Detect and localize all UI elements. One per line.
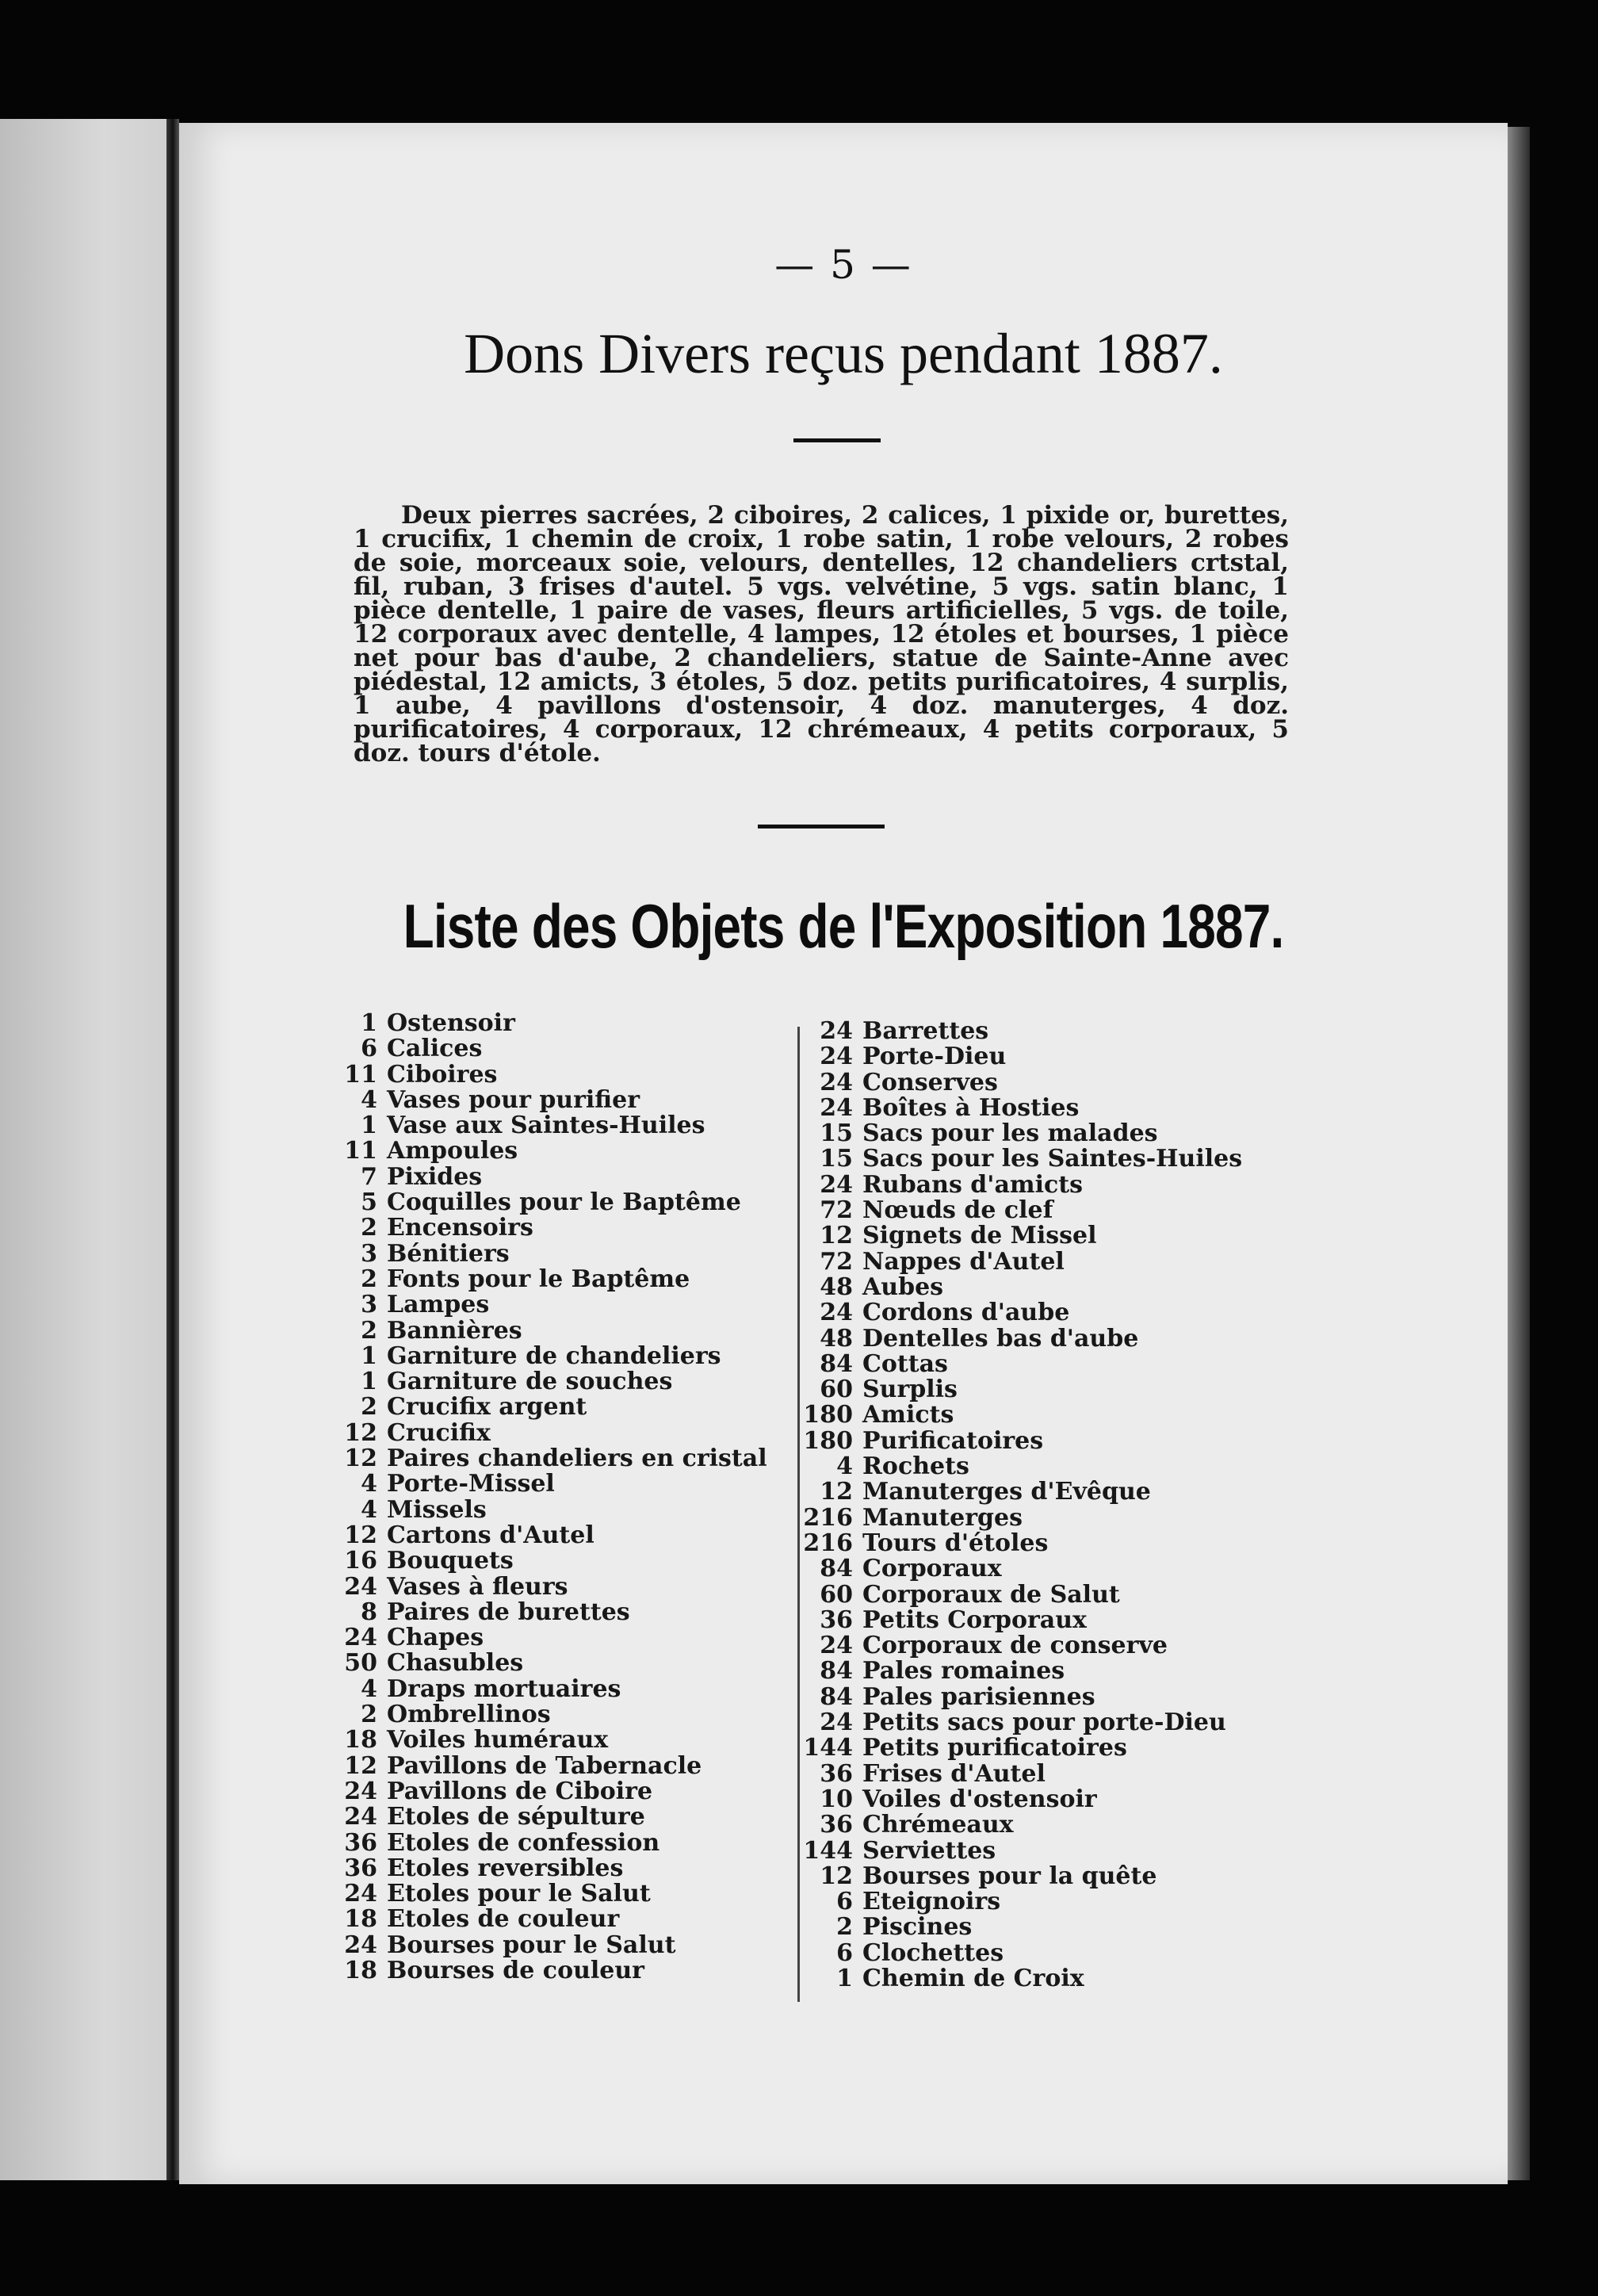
item-quantity: 216: [803, 1529, 853, 1557]
item-quantity: 4: [361, 1674, 377, 1703]
item-quantity: 60: [820, 1376, 853, 1404]
item-quantity: 24: [820, 1299, 853, 1327]
list-item: [797, 1198, 1242, 1223]
list-item: [797, 1812, 1242, 1838]
list-item: [797, 1326, 1242, 1352]
item-quantity: 24: [820, 1170, 853, 1199]
item-label: Amicts: [862, 1401, 954, 1429]
item-quantity: 1: [836, 1964, 853, 1992]
list-item: [797, 1503, 1242, 1532]
list-item: [322, 1651, 767, 1676]
list-item: [797, 1454, 1242, 1479]
list-item: [322, 1523, 767, 1548]
list-item: [797, 1735, 1242, 1761]
list-item: [797, 1682, 1242, 1711]
item-quantity: 6: [836, 1938, 853, 1967]
item-label: Coquilles pour le Baptême: [387, 1188, 741, 1217]
section-title-dons: Dons Divers reçus pendant 1887.: [464, 322, 1223, 385]
item-label: Etoles de couleur: [387, 1905, 620, 1934]
item-label: Voiles d'ostensoir: [862, 1785, 1097, 1813]
page-number: — 5 —: [774, 242, 912, 288]
item-label: Encensoirs: [387, 1214, 533, 1242]
list-item: [797, 1915, 1242, 1940]
list-item: [797, 1556, 1242, 1582]
list-item: [322, 1162, 767, 1191]
item-quantity: 2: [361, 1265, 377, 1293]
item-label: Paires de burettes: [387, 1598, 630, 1626]
list-item: [322, 1318, 767, 1344]
item-label: Conserves: [862, 1068, 998, 1096]
list-item: [797, 1223, 1242, 1249]
list-item: [322, 1856, 767, 1881]
item-quantity: 72: [820, 1247, 853, 1276]
list-item: [322, 1958, 767, 1984]
item-quantity: 3: [361, 1291, 377, 1319]
list-item: [322, 1702, 767, 1728]
list-item: [322, 1215, 767, 1241]
list-item: [322, 1292, 767, 1318]
list-item: [322, 1804, 767, 1830]
item-quantity: 6: [836, 1888, 853, 1916]
list-item: [322, 1779, 767, 1804]
item-label: Cottas: [862, 1349, 948, 1378]
item-label: Pales parisiennes: [862, 1682, 1095, 1711]
item-label: Crucifix argent: [387, 1393, 587, 1422]
list-item: [797, 1426, 1242, 1455]
item-label: Bénitiers: [387, 1239, 510, 1268]
list-item: [797, 1787, 1242, 1812]
item-quantity: 12: [820, 1862, 853, 1890]
title-rule: [793, 438, 881, 442]
item-quantity: 24: [344, 1777, 377, 1805]
item-quantity: 12: [344, 1418, 377, 1447]
list-item: [322, 1548, 767, 1574]
item-label: Etoles pour le Salut: [387, 1880, 651, 1908]
list-item: [797, 1531, 1242, 1556]
list-item: [322, 1828, 767, 1857]
list-item: [322, 1751, 767, 1780]
item-label: Manuterges d'Evêque: [862, 1478, 1151, 1506]
list-item: [322, 1341, 767, 1370]
list-item: [797, 1582, 1242, 1608]
item-quantity: 36: [820, 1605, 853, 1634]
item-quantity: 4: [361, 1495, 377, 1524]
item-label: Purificatoires: [862, 1426, 1044, 1455]
item-quantity: 84: [820, 1349, 853, 1378]
list-item: [797, 1300, 1242, 1326]
item-quantity: 24: [820, 1632, 853, 1660]
item-quantity: 1: [361, 1009, 377, 1037]
item-label: Corporaux de Salut: [862, 1580, 1120, 1609]
list-item: [797, 1249, 1242, 1275]
list-item: [797, 1710, 1242, 1735]
item-quantity: 24: [820, 1017, 853, 1045]
item-label: Garniture de souches: [387, 1368, 673, 1396]
list-item: [797, 1633, 1242, 1659]
item-quantity: 2: [836, 1913, 853, 1942]
item-label: Ostensoir: [387, 1009, 515, 1037]
item-label: Chemin de Croix: [862, 1964, 1084, 1992]
list-item: [797, 1836, 1242, 1865]
item-quantity: 18: [344, 1726, 377, 1755]
item-label: Chrémeaux: [862, 1811, 1014, 1839]
list-item: [322, 1369, 767, 1395]
list-item: [322, 1572, 767, 1601]
item-quantity: 12: [344, 1521, 377, 1549]
item-label: Petits sacs pour porte-Dieu: [862, 1709, 1226, 1737]
item-quantity: 36: [344, 1828, 377, 1857]
item-label: Porte-Missel: [387, 1470, 555, 1498]
item-label: Bouquets: [387, 1547, 514, 1575]
item-label: Chasubles: [387, 1649, 524, 1678]
item-label: Manuterges: [862, 1503, 1023, 1532]
list-item: [322, 1471, 767, 1497]
item-label: Corporaux de conserve: [862, 1632, 1168, 1660]
item-quantity: 2: [361, 1701, 377, 1729]
item-label: Rochets: [862, 1452, 969, 1481]
item-quantity: 11: [344, 1137, 377, 1165]
list-item: [797, 1170, 1242, 1199]
item-quantity: 60: [820, 1580, 853, 1609]
item-label: Crucifix: [387, 1418, 491, 1447]
item-label: Vases pour purifier: [387, 1085, 640, 1114]
dons-paragraph: Deux pierres sacrées, 2 ciboires, 2 calices, 1 pixide or, burettes, 1 crucifix, 1 chemin de croix, 1 robe satin, 1 robe velours, 2 robes de soie, morceaux soie, velours, dentelles, 12 chandeliers crtstal, fil, ruban, 3 frises d'autel. 5 vgs. velvétine, 5 vgs. satin blanc, 1 pièce dentelle, 1 paire de vases, fleurs artificielles, 5 vgs. de toile, 12 corporaux avec dentelle, 4 lampes, 12 étoles et bourses, 1 pièce net pour bas d'aube, 2 chandeliers, statue de Sainte-Anne avec piédestal, 12 amicts, 3 étoles, 5 doz. petits purificatoires, 4 surplis, 1 aube, 4 pavillons d'ostensoir, 4 doz. manuterges, 4 doz. purificatoires, 4 corporaux, 12 chrémeaux, 4 petits corporaux, 5 doz. tours d'étole.: [354, 501, 1289, 767]
book-spine: [166, 119, 179, 2180]
item-label: Vase aux Saintes-Huiles: [387, 1112, 705, 1140]
item-label: Pales romaines: [862, 1657, 1065, 1686]
item-quantity: 84: [820, 1657, 853, 1686]
item-quantity: 11: [344, 1060, 377, 1089]
list-item: [322, 1239, 767, 1268]
list-item: [322, 1011, 767, 1036]
item-quantity: 2: [361, 1316, 377, 1345]
list-item: [797, 1070, 1242, 1096]
item-quantity: 24: [344, 1880, 377, 1908]
item-label: Fonts pour le Baptême: [387, 1265, 690, 1293]
item-label: Voiles huméraux: [387, 1726, 609, 1755]
item-quantity: 15: [820, 1145, 853, 1173]
item-quantity: 12: [344, 1445, 377, 1473]
list-item: [797, 1889, 1242, 1915]
item-quantity: 144: [803, 1836, 853, 1865]
list-item: [797, 1146, 1242, 1172]
list-item: [322, 1495, 767, 1524]
item-label: Boîtes à Hosties: [862, 1093, 1080, 1122]
item-label: Surplis: [862, 1376, 958, 1404]
list-item: [797, 1044, 1242, 1070]
item-quantity: 5: [361, 1188, 377, 1217]
list-item: [797, 1402, 1242, 1428]
item-quantity: 16: [344, 1547, 377, 1575]
list-item: [797, 1605, 1242, 1634]
item-quantity: 1: [361, 1112, 377, 1140]
item-quantity: 24: [344, 1624, 377, 1652]
list-item: [322, 1881, 767, 1907]
item-quantity: 180: [803, 1401, 853, 1429]
item-label: Pavillons de Ciboire: [387, 1777, 653, 1805]
list-item: [797, 1659, 1242, 1684]
list-item: [322, 1625, 767, 1651]
item-label: Dentelles bas d'aube: [862, 1324, 1139, 1353]
item-label: Clochettes: [862, 1938, 1004, 1967]
item-quantity: 24: [820, 1068, 853, 1096]
item-quantity: 144: [803, 1734, 853, 1762]
list-item: [322, 1933, 767, 1958]
item-quantity: 24: [344, 1931, 377, 1959]
exposition-list-right: [797, 1019, 1242, 1992]
item-quantity: 10: [820, 1785, 853, 1813]
item-label: Aubes: [862, 1272, 944, 1301]
item-quantity: 24: [344, 1803, 377, 1831]
item-quantity: 24: [820, 1043, 853, 1071]
item-label: Cordons d'aube: [862, 1299, 1070, 1327]
list-item: [322, 1138, 767, 1164]
item-quantity: 18: [344, 1905, 377, 1934]
item-quantity: 12: [820, 1478, 853, 1506]
item-label: Porte-Dieu: [862, 1043, 1007, 1071]
item-quantity: 7: [361, 1162, 377, 1191]
item-label: Lampes: [387, 1291, 490, 1319]
item-quantity: 3: [361, 1239, 377, 1268]
list-item: [797, 1349, 1242, 1378]
item-quantity: 24: [820, 1093, 853, 1122]
item-quantity: 1: [361, 1368, 377, 1396]
item-label: Draps mortuaires: [387, 1674, 621, 1703]
item-quantity: 4: [836, 1452, 853, 1481]
list-item: [322, 1113, 767, 1138]
list-item: [797, 1479, 1242, 1505]
item-label: Piscines: [862, 1913, 973, 1942]
list-item: [322, 1600, 767, 1625]
item-quantity: 12: [820, 1222, 853, 1250]
list-item: [322, 1728, 767, 1753]
book-page: [179, 123, 1508, 2184]
item-quantity: 15: [820, 1119, 853, 1148]
list-item: [322, 1418, 767, 1447]
item-label: Etoles de confession: [387, 1828, 660, 1857]
list-item: [322, 1907, 767, 1932]
item-label: Ombrellinos: [387, 1701, 551, 1729]
item-label: Bourses de couleur: [387, 1956, 644, 1984]
list-item: [797, 1019, 1242, 1044]
item-label: Pixides: [387, 1162, 483, 1191]
item-label: Etoles reversibles: [387, 1854, 624, 1882]
item-quantity: 2: [361, 1393, 377, 1422]
item-label: Garniture de chandeliers: [387, 1341, 721, 1370]
list-item: [322, 1190, 767, 1215]
item-label: Bannières: [387, 1316, 522, 1345]
item-label: Cartons d'Autel: [387, 1521, 594, 1549]
item-quantity: 12: [344, 1751, 377, 1780]
item-label: Corporaux: [862, 1555, 1002, 1583]
item-quantity: 84: [820, 1555, 853, 1583]
item-quantity: 1: [361, 1341, 377, 1370]
item-quantity: 18: [344, 1956, 377, 1984]
item-label: Petits purificatoires: [862, 1734, 1127, 1762]
item-label: Etoles de sépulture: [387, 1803, 645, 1831]
list-item: [797, 1377, 1242, 1402]
page-edge-shadow: [1508, 127, 1530, 2180]
item-label: Signets de Missel: [862, 1222, 1097, 1250]
item-quantity: 24: [820, 1709, 853, 1737]
item-label: Pavillons de Tabernacle: [387, 1751, 702, 1780]
item-quantity: 24: [344, 1572, 377, 1601]
list-item: [797, 1121, 1242, 1146]
item-label: Calices: [387, 1035, 483, 1063]
item-quantity: 8: [361, 1598, 377, 1626]
list-item: [797, 1966, 1242, 1992]
list-item: [322, 1036, 767, 1062]
list-item: [322, 1446, 767, 1471]
item-quantity: 36: [820, 1811, 853, 1839]
item-quantity: 216: [803, 1503, 853, 1532]
item-label: Sacs pour les Saintes-Huiles: [862, 1145, 1243, 1173]
item-label: Rubans d'amicts: [862, 1170, 1084, 1199]
item-label: Chapes: [387, 1624, 484, 1652]
item-quantity: 48: [820, 1272, 853, 1301]
item-quantity: 6: [361, 1035, 377, 1063]
section-title-exposition: Liste des Objets de l'Exposition 1887.: [403, 891, 1284, 961]
list-item: [322, 1062, 767, 1088]
list-item: [797, 1093, 1242, 1122]
item-label: Bourses pour la quête: [862, 1862, 1157, 1890]
item-label: Eteignoirs: [862, 1888, 1001, 1916]
list-item: [322, 1674, 767, 1703]
item-label: Paires chandeliers en cristal: [387, 1445, 767, 1473]
item-quantity: 50: [344, 1649, 377, 1678]
section-rule: [758, 825, 885, 828]
item-quantity: 36: [820, 1759, 853, 1788]
item-label: Barrettes: [862, 1017, 989, 1045]
item-label: Nœuds de clef: [862, 1196, 1053, 1225]
item-label: Bourses pour le Salut: [387, 1931, 676, 1959]
list-item: [797, 1938, 1242, 1967]
item-label: Nappes d'Autel: [862, 1247, 1065, 1276]
facing-page-edge: [0, 119, 174, 2180]
item-label: Ampoules: [387, 1137, 518, 1165]
item-label: Frises d'Autel: [862, 1759, 1046, 1788]
item-quantity: 180: [803, 1426, 853, 1455]
list-item: [322, 1395, 767, 1420]
item-quantity: 2: [361, 1214, 377, 1242]
item-quantity: 48: [820, 1324, 853, 1353]
item-label: Serviettes: [862, 1836, 996, 1865]
item-quantity: 72: [820, 1196, 853, 1225]
item-quantity: 4: [361, 1085, 377, 1114]
item-label: Sacs pour les malades: [862, 1119, 1158, 1148]
list-item: [322, 1085, 767, 1114]
item-quantity: 4: [361, 1470, 377, 1498]
item-label: Missels: [387, 1495, 487, 1524]
item-label: Petits Corporaux: [862, 1605, 1087, 1634]
item-quantity: 36: [344, 1854, 377, 1882]
item-label: Vases à fleurs: [387, 1572, 568, 1601]
item-label: Tours d'étoles: [862, 1529, 1049, 1557]
item-quantity: 84: [820, 1682, 853, 1711]
list-item: [797, 1759, 1242, 1788]
exposition-list-left: [322, 1011, 767, 1984]
list-item: [797, 1272, 1242, 1301]
item-label: Ciboires: [387, 1060, 498, 1089]
list-item: [322, 1267, 767, 1292]
list-item: [797, 1864, 1242, 1889]
